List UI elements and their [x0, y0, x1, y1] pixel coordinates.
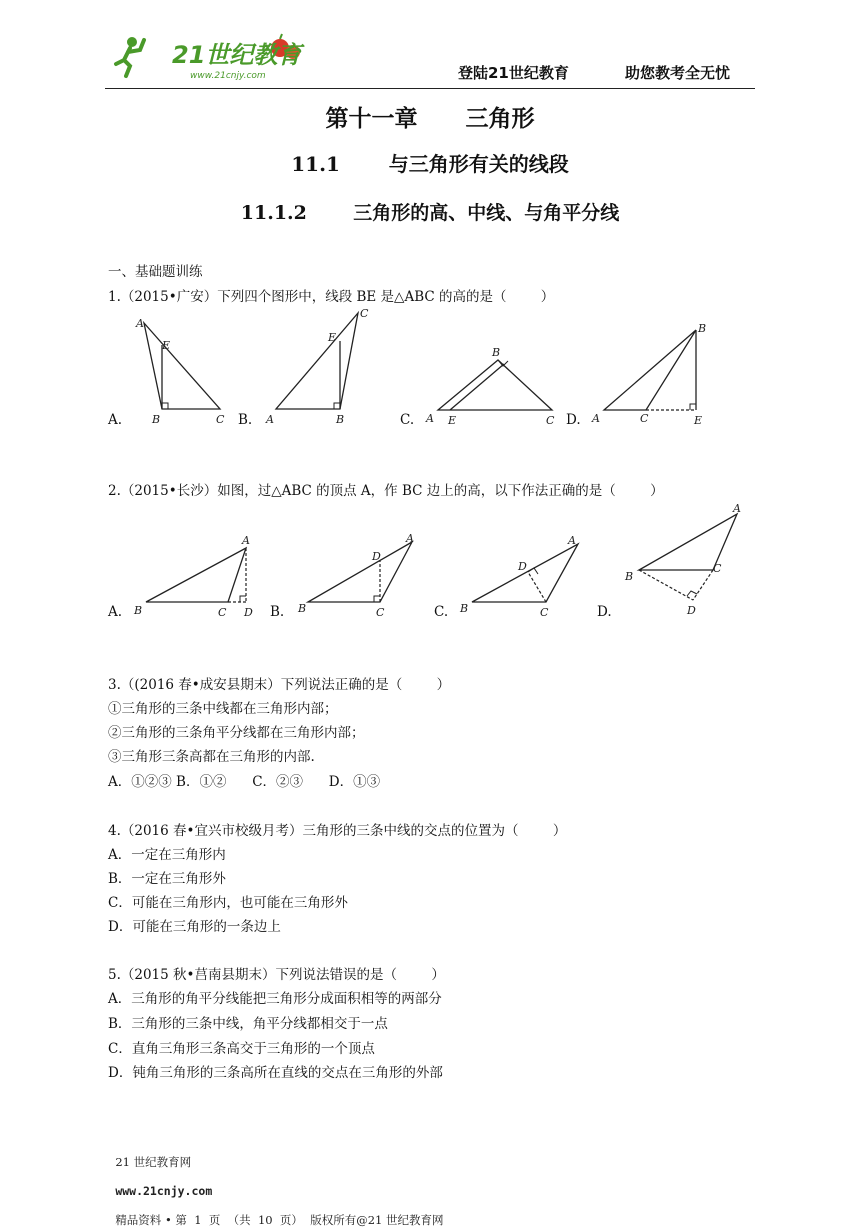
q1c-label-b: B	[492, 346, 501, 359]
q2d-label-b: B	[625, 570, 634, 583]
q2d-label-d: D	[687, 604, 696, 617]
q1d-label-b: B	[698, 322, 707, 335]
q3-options: A．①②③ B．①② C．②③ D．①③	[108, 774, 381, 790]
q1-figure-c	[420, 340, 565, 430]
section-label: 一、基础题训练	[108, 264, 203, 280]
q1b-label-b: B	[336, 413, 345, 426]
q5-text: 5.（2015 秋•莒南县期末）下列说法错误的是（ ）	[108, 967, 445, 983]
q2-figure-b	[290, 530, 430, 622]
footer-info: 精品资料 • 第 1 页 （共 10 页） 版权所有@21 世纪教育网	[115, 1213, 444, 1227]
q4-option-d: D．可能在三角形的一条边上	[108, 919, 281, 935]
q2c-label-d: D	[518, 560, 527, 573]
q1c-label-c: C	[546, 414, 555, 427]
q1b-label-e: E	[328, 331, 337, 344]
logo-url: www.21cnjy.com	[190, 71, 266, 81]
q2-option-d: D.	[597, 604, 612, 620]
q5-option-d: D．钝角三角形的三条高所在直线的交点在三角形的外部	[108, 1065, 443, 1081]
q3-line-3: ③三角形三条高都在三角形的内部.	[108, 749, 315, 765]
footer-url[interactable]: www.21cnjy.com	[115, 1184, 213, 1198]
q4-text: 4.（2016 春•宜兴市校级月考）三角形的三条中线的交点的位置为（ ）	[108, 823, 567, 839]
q2-figure-c	[454, 530, 594, 622]
q2b-label-c: C	[376, 606, 385, 619]
logo-icon	[110, 30, 310, 86]
q2c-label-c: C	[540, 606, 549, 619]
q2b-label-d: D	[372, 550, 381, 563]
q2d-label-a: A	[733, 502, 741, 515]
q2-text: 2.（2015•长沙）如图，过△ABC 的顶点 A，作 BC 边上的高，以下作法正确的是（ ）	[108, 483, 664, 499]
q1-option-a: A.	[108, 412, 123, 428]
header-slogan-right: 助您教考全无忧	[625, 64, 731, 82]
q1a-label-c: C	[216, 413, 225, 426]
q2c-label-b: B	[460, 602, 469, 615]
q1c-label-a: A	[426, 412, 434, 425]
q1-figure-b	[258, 305, 383, 430]
q1-option-d: D.	[566, 412, 581, 428]
q1a-label-b: B	[152, 413, 161, 426]
q1-text: 1.（2015•广安）下列四个图形中，线段 BE 是△ABC 的高的是（ ）	[108, 289, 555, 305]
q5-option-c: C．直角三角形三条高交于三角形的一个顶点	[108, 1041, 375, 1057]
q3-line-2: ②三角形的三条角平分线都在三角形内部；	[108, 725, 365, 741]
q1-option-b: B.	[238, 412, 253, 428]
q2a-label-a: A	[242, 534, 250, 547]
q1a-label-a: A	[136, 317, 144, 330]
q2d-label-c: C	[713, 562, 722, 575]
q2a-label-d: D	[244, 606, 253, 619]
q2-option-b: B.	[270, 604, 285, 620]
q2-figure-a	[128, 530, 268, 622]
q1d-label-e: E	[694, 414, 703, 427]
q2b-label-a: A	[406, 532, 414, 545]
q2-figure-d	[617, 500, 757, 622]
q1-figure-a	[128, 315, 238, 430]
q4-option-c: C．可能在三角形内，也可能在三角形外	[108, 895, 348, 911]
q1d-label-a: A	[592, 412, 600, 425]
q1d-label-c: C	[640, 412, 649, 425]
header-logo	[110, 30, 310, 86]
q1c-label-e: E	[448, 414, 457, 427]
q2-option-a: A.	[108, 604, 123, 620]
q5-option-b: B．三角形的三条中线，角平分线都相交于一点	[108, 1016, 388, 1032]
q2a-label-b: B	[134, 604, 143, 617]
q1a-label-e: E	[162, 339, 171, 352]
q2c-label-a: A	[568, 534, 576, 547]
q1-option-c: C.	[400, 412, 415, 428]
subsection-title: 11.1.2 三角形的高、中线、与角平分线	[240, 202, 620, 224]
q4-option-b: B．一定在三角形外	[108, 871, 226, 887]
footer-site: 21 世纪教育网	[115, 1155, 192, 1169]
section-title: 11.1 与三角形有关的线段	[291, 152, 569, 176]
q1-figure-d	[586, 318, 716, 430]
q1b-label-a: A	[266, 413, 274, 426]
chapter-title: 第十一章 三角形	[325, 105, 535, 132]
header-divider	[105, 88, 755, 89]
q3-text: 3.（(2016 春•成安县期末）下列说法正确的是（ ）	[108, 677, 451, 693]
logo-text: 21世纪教育	[172, 41, 302, 69]
q1b-label-c: C	[360, 307, 369, 320]
q5-option-a: A．三角形的角平分线能把三角形分成面积相等的两部分	[108, 991, 442, 1007]
q4-option-a: A．一定在三角形内	[108, 847, 226, 863]
q2a-label-c: C	[218, 606, 227, 619]
q3-line-1: ①三角形的三条中线都在三角形内部；	[108, 701, 338, 717]
q2-option-c: C.	[434, 604, 449, 620]
header-slogan-left: 登陆21世纪教育	[458, 64, 569, 82]
q2b-label-b: B	[298, 602, 307, 615]
footer	[108, 1140, 444, 1228]
